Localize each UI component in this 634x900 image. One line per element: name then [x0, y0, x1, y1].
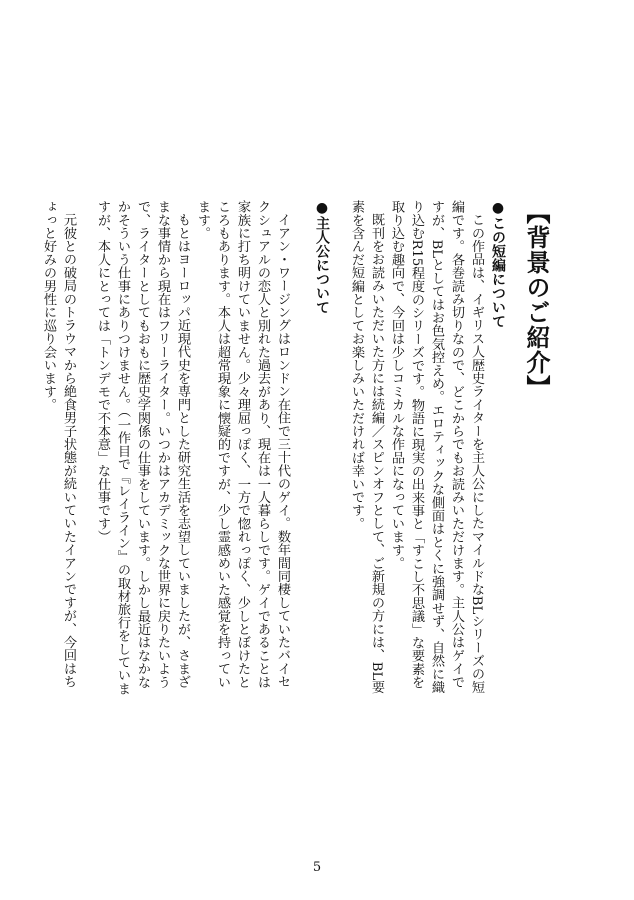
paragraph: もとはヨーロッパ近現代史を専門とした研究生活を志望していましたが、さまざまな事情から現在はフリーライター。いつかはアカデミックな世界に戻りたいようで、ライターとしてもおもに歴史学関係の仕事をしています。しかし最近はなかなかそういう仕事にありつけません。（一作目で『レイライン』の取材旅行をしていますが、本人にとっては「トンデモで不本意」な仕事です） — [95, 200, 190, 695]
paragraph: 既刊をお読みいただいた方には続編／スピンオフとして、ご新規の方には、BL要素を含んだ短編としてお楽しみいただければ幸いです。 — [349, 200, 384, 694]
paragraph: イアン・ワージングはロンドン在住で三十代のゲイ。数年間同棲していたバイセクシュアルの恋人と別れた過去があり、現在は一人暮らしです。ゲイであることは家族に打ち明けていません。少々理屈っぽく、一方で惚れっぽく、少しとぼけたところもあります。本人は超常現象に懐疑的ですが、少し霊感めいた感覚を持っています。 — [195, 200, 290, 689]
section-heading-about-protagonist: ●主人公について — [314, 200, 330, 314]
paragraph: 元彼との破局のトラウマから絶食男子状態が続いていたイアンですが、今回はちょっと好みの男性に巡り会います。 — [41, 200, 76, 689]
section-heading-about-short-story: ●この短編について — [490, 200, 506, 328]
vertical-text-body — [24, 200, 554, 700]
page-number: 5 — [312, 860, 322, 875]
page-title: 【背景のご紹介】 — [522, 200, 550, 400]
paragraph: この作品は、イギリス人歴史ライターを主人公にしたマイルドなBLシリーズの短編です。各巻読み切りなので、どこからでもお読みいただけます。主人公はゲイですが、BLとしてはお色気控えめ。エロティックな側面はとくに強調せず、自然に織り込むR15程度のシリーズです。物語に現実の出来事と「すこし不思議」な要素を取り込む趣向で、今回は少しコミカルな作品になっています。 — [389, 200, 484, 694]
